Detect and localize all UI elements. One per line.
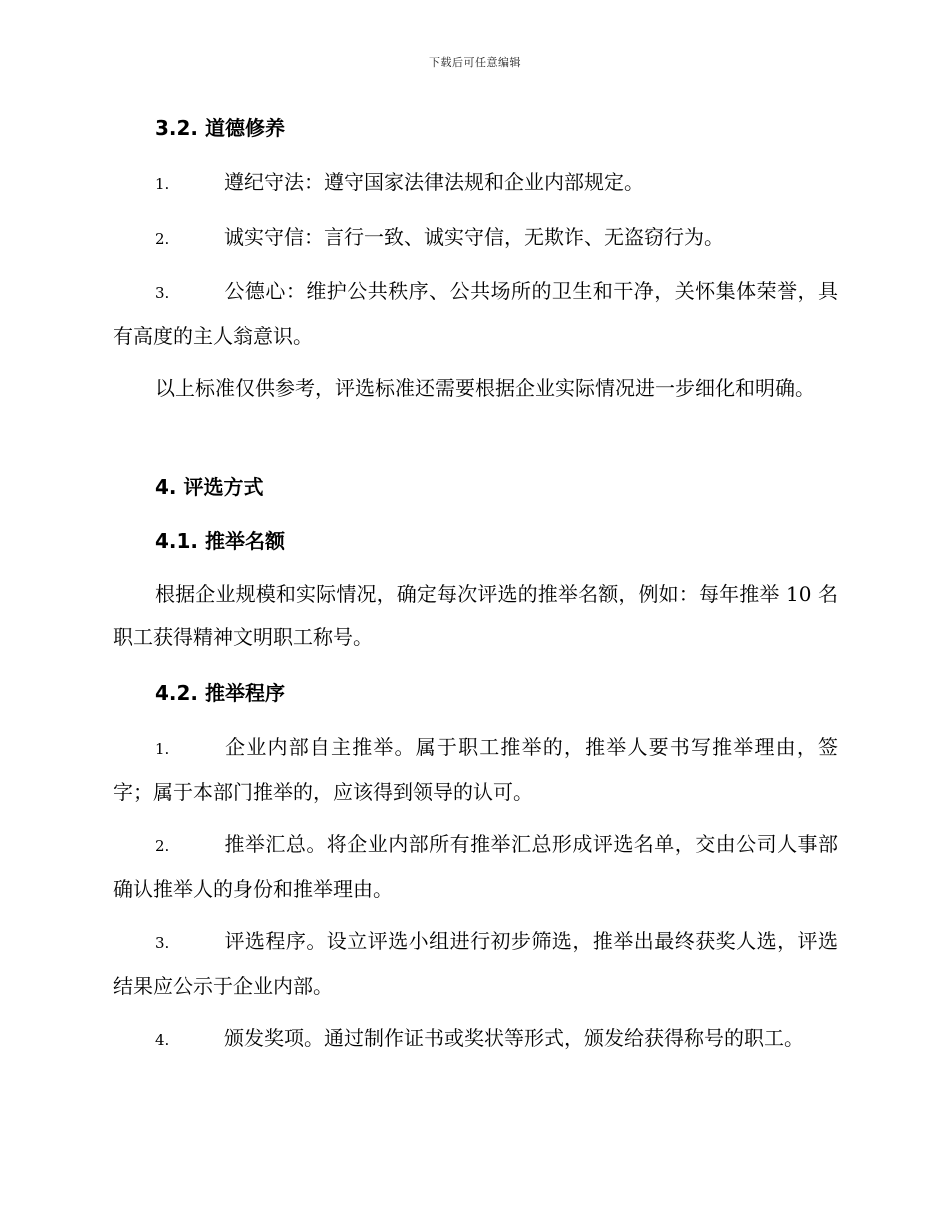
list-item-text: 诚实守信：言行一致、诚实守信，无欺诈、无盗窃行为。	[224, 225, 724, 249]
list-item	[113, 823, 838, 911]
list-item-text: 推举汇总。将企业内部所有推举汇总形成评选名单，交由公司人事部确认推举人的身份和推举理由。	[113, 832, 838, 901]
list-item-number: 1.	[155, 175, 170, 193]
list-item-number: 3.	[155, 284, 170, 302]
list-item-number: 2.	[155, 837, 170, 855]
list-item	[113, 1017, 838, 1062]
section-heading-4-1: 4.1. 推举名额	[155, 529, 285, 553]
list-item-number: 4.	[155, 1031, 170, 1049]
section-heading-3-2: 3.2. 道德修养	[155, 116, 285, 140]
list-item-number: 1.	[155, 740, 170, 758]
list-item-text: 企业内部自主推举。属于职工推举的，推举人要书写推举理由，签字；属于本部门推举的，应该得到领导的认可。	[113, 735, 838, 804]
list-item-text: 评选程序。设立评选小组进行初步筛选，推举出最终获奖人选，评选结果应公示于企业内部。	[113, 929, 838, 998]
section-heading-4: 4. 评选方式	[155, 475, 264, 499]
list-item	[113, 270, 838, 358]
quota-paragraph: 根据企业规模和实际情况，确定每次评选的推举名额，例如：每年推举 10 名职工获得精神文明职工称号。	[113, 582, 838, 649]
list-item-text: 公德心：维护公共秩序、公共场所的卫生和干净，关怀集体荣誉，具有高度的主人翁意识。	[113, 279, 838, 348]
list-item	[113, 216, 838, 261]
note-paragraph: 以上标准仅供参考，评选标准还需要根据企业实际情况进一步细化和明确。	[155, 376, 815, 400]
list-item-text: 颁发奖项。通过制作证书或奖状等形式，颁发给获得称号的职工。	[224, 1026, 804, 1050]
list-item-number: 3.	[155, 934, 170, 952]
list-item-text: 遵纪守法：遵守国家法律法规和企业内部规定。	[224, 170, 644, 194]
list-item	[113, 161, 838, 206]
list-item	[113, 920, 838, 1008]
section-heading-4-2: 4.2. 推举程序	[155, 681, 285, 705]
list-item	[113, 726, 838, 814]
page-header: 下载后可任意编辑	[429, 56, 521, 69]
list-item-number: 2.	[155, 230, 170, 248]
